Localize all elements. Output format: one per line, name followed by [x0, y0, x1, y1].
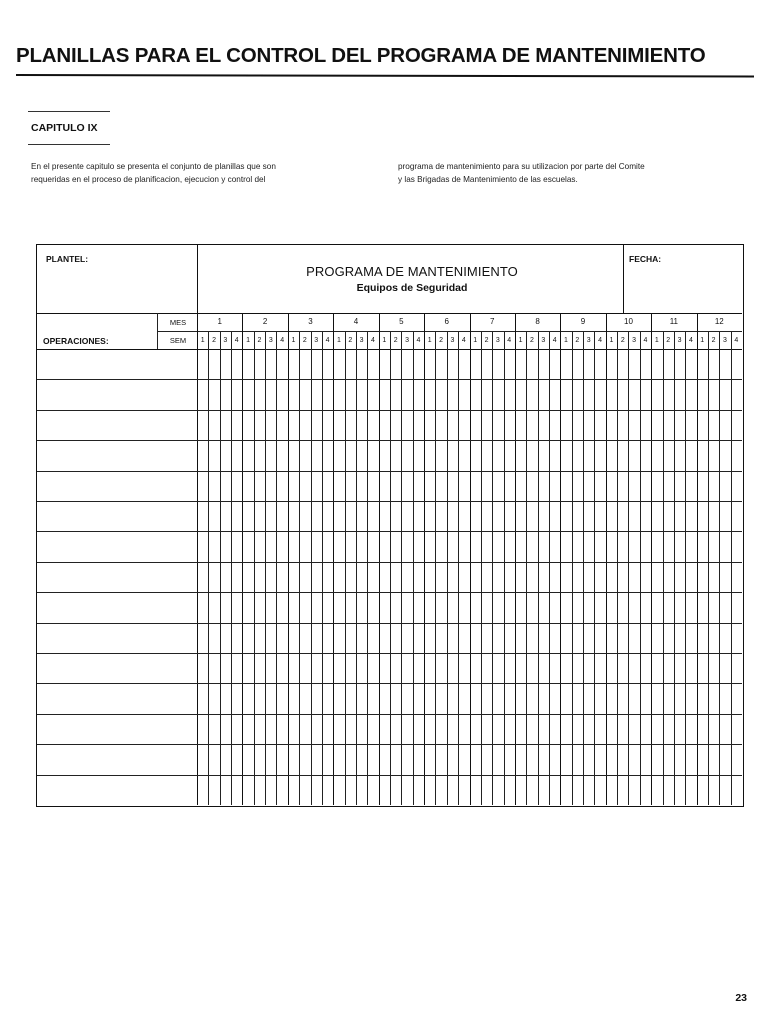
week-number: 2	[302, 337, 307, 344]
fecha-divider	[623, 245, 624, 313]
mes-sem-label-divider	[157, 313, 158, 349]
week-divider	[617, 331, 618, 805]
week-divider	[481, 331, 482, 805]
month-number: 1	[217, 317, 222, 326]
week-number: 4	[643, 337, 648, 344]
week-number: 2	[393, 337, 398, 344]
week-number: 1	[336, 337, 341, 344]
month-divider	[379, 313, 380, 805]
week-divider	[549, 331, 550, 805]
week-number: 1	[473, 337, 478, 344]
operation-row	[37, 471, 197, 501]
week-number: 2	[529, 337, 534, 344]
maintenance-program-form	[36, 244, 744, 807]
month-number: 10	[624, 317, 633, 326]
week-divider	[674, 331, 675, 805]
week-divider	[413, 331, 414, 805]
month-divider	[697, 313, 698, 805]
operation-row	[37, 379, 197, 409]
week-number: 1	[246, 337, 251, 344]
week-divider	[390, 331, 391, 805]
page-title: PLANILLAS PARA EL CONTROL DEL PROGRAMA DE MANTENIMIENTO	[16, 44, 706, 67]
week-number: 4	[734, 337, 739, 344]
month-divider	[424, 313, 425, 805]
title-rule	[16, 74, 754, 78]
chapter-rule-bottom	[28, 144, 110, 145]
week-divider	[299, 331, 300, 805]
fecha-label: FECHA:	[629, 254, 662, 264]
week-number: 4	[507, 337, 512, 344]
week-divider	[708, 331, 709, 805]
week-number: 3	[314, 337, 319, 344]
operation-row	[37, 562, 197, 592]
week-number: 1	[291, 337, 296, 344]
operation-row	[37, 623, 197, 653]
week-divider	[538, 331, 539, 805]
operation-row	[37, 744, 197, 774]
week-number: 1	[564, 337, 568, 344]
week-divider	[447, 331, 448, 805]
month-divider	[560, 313, 561, 805]
week-number: 2	[620, 337, 625, 344]
week-number: 3	[495, 337, 500, 344]
operation-row	[37, 714, 197, 744]
form-title: PROGRAMA DE MANTENIMIENTO	[306, 264, 518, 279]
week-number: 1	[609, 337, 614, 344]
month-number: 6	[444, 317, 449, 326]
week-divider	[231, 331, 232, 805]
month-number: 8	[535, 317, 540, 326]
intro-column-2	[398, 160, 758, 186]
week-divider	[208, 331, 209, 805]
week-number: 4	[552, 337, 557, 344]
month-divider	[515, 313, 516, 805]
week-number: 2	[666, 337, 671, 344]
month-number: 11	[669, 317, 679, 326]
operation-row	[37, 501, 197, 531]
week-number: 1	[518, 337, 523, 344]
operation-row	[37, 440, 197, 470]
month-number: 12	[714, 317, 724, 326]
week-divider	[685, 331, 686, 805]
operaciones-label: OPERACIONES:	[43, 336, 109, 346]
mes-row-line	[157, 331, 742, 332]
sem-label: SEM	[169, 336, 187, 345]
week-divider	[367, 331, 368, 805]
operation-row	[37, 653, 197, 683]
week-number: 3	[723, 337, 727, 344]
intro-line: programa de mantenimiento para su utilizacion por parte del Comite	[398, 162, 645, 171]
month-number: 5	[399, 317, 404, 326]
week-divider	[572, 331, 573, 805]
week-divider	[311, 331, 312, 805]
week-number: 2	[711, 337, 716, 344]
month-divider	[288, 313, 289, 805]
mes-label: MES	[169, 318, 187, 327]
week-number: 3	[632, 337, 637, 344]
page-number: 23	[735, 992, 747, 1004]
month-divider	[651, 313, 652, 805]
chapter-label: CAPITULO IX	[31, 122, 98, 134]
operation-row	[37, 775, 197, 805]
month-divider	[470, 313, 471, 805]
month-number: 4	[353, 317, 359, 326]
header-bottom-line	[37, 313, 742, 314]
week-number: 1	[200, 337, 205, 344]
operations-divider	[197, 313, 198, 805]
week-divider	[526, 331, 527, 805]
week-divider	[640, 331, 641, 805]
week-number: 3	[268, 337, 273, 344]
week-divider	[719, 331, 720, 805]
month-divider	[333, 313, 334, 805]
week-number: 4	[234, 337, 239, 344]
month-number: 9	[580, 317, 586, 326]
week-divider	[594, 331, 595, 805]
week-divider	[583, 331, 584, 805]
operation-row	[37, 349, 197, 379]
week-number: 1	[427, 337, 432, 344]
week-divider	[628, 331, 629, 805]
week-number: 3	[677, 337, 682, 344]
operation-row	[37, 531, 197, 561]
month-number: 2	[262, 317, 268, 326]
intro-column-1	[31, 160, 387, 186]
week-number: 3	[541, 337, 546, 344]
operation-row	[37, 592, 197, 622]
month-divider	[606, 313, 607, 805]
week-divider	[276, 331, 277, 805]
week-divider	[265, 331, 266, 805]
week-number: 4	[280, 337, 285, 344]
week-number: 3	[586, 337, 591, 344]
week-divider	[401, 331, 402, 805]
week-number: 2	[348, 337, 353, 344]
week-number: 1	[700, 337, 705, 344]
month-number: 3	[308, 317, 313, 326]
intro-line: requeridas en el proceso de planificacion, ejecucion y control del	[31, 175, 266, 184]
week-number: 2	[575, 337, 580, 344]
week-divider	[345, 331, 346, 805]
week-divider	[254, 331, 255, 805]
week-divider	[220, 331, 221, 805]
week-number: 2	[484, 337, 489, 344]
week-divider	[435, 331, 436, 805]
week-number: 4	[461, 337, 466, 344]
week-number: 4	[598, 337, 603, 344]
week-number: 2	[439, 337, 444, 344]
plantel-divider	[197, 245, 198, 313]
week-number: 4	[325, 337, 330, 344]
week-number: 3	[405, 337, 409, 344]
week-divider	[458, 331, 459, 805]
week-number: 4	[371, 337, 375, 344]
week-number: 4	[688, 337, 693, 344]
plantel-label: PLANTEL:	[46, 254, 89, 264]
week-number: 2	[212, 337, 216, 344]
month-number: 7	[489, 317, 495, 326]
week-divider	[504, 331, 505, 805]
week-number: 3	[359, 337, 364, 344]
week-number: 3	[223, 337, 228, 344]
intro-line: En el presente capitulo se presenta el conjunto de planillas que son	[31, 162, 276, 171]
intro-line: y las Brigadas de Mantenimiento de las escuelas.	[398, 175, 578, 184]
month-divider	[242, 313, 243, 805]
week-number: 1	[382, 337, 387, 344]
week-number: 4	[416, 337, 421, 344]
week-divider	[322, 331, 323, 805]
week-divider	[731, 331, 732, 805]
operation-row	[37, 683, 197, 713]
week-number: 3	[450, 337, 455, 344]
week-number: 1	[654, 337, 659, 344]
week-divider	[492, 331, 493, 805]
operation-row	[37, 410, 197, 440]
chapter-rule-top	[28, 111, 110, 112]
week-number: 2	[257, 337, 262, 344]
form-subtitle: Equipos de Seguridad	[356, 282, 468, 294]
week-divider	[663, 331, 664, 805]
week-divider	[356, 331, 357, 805]
